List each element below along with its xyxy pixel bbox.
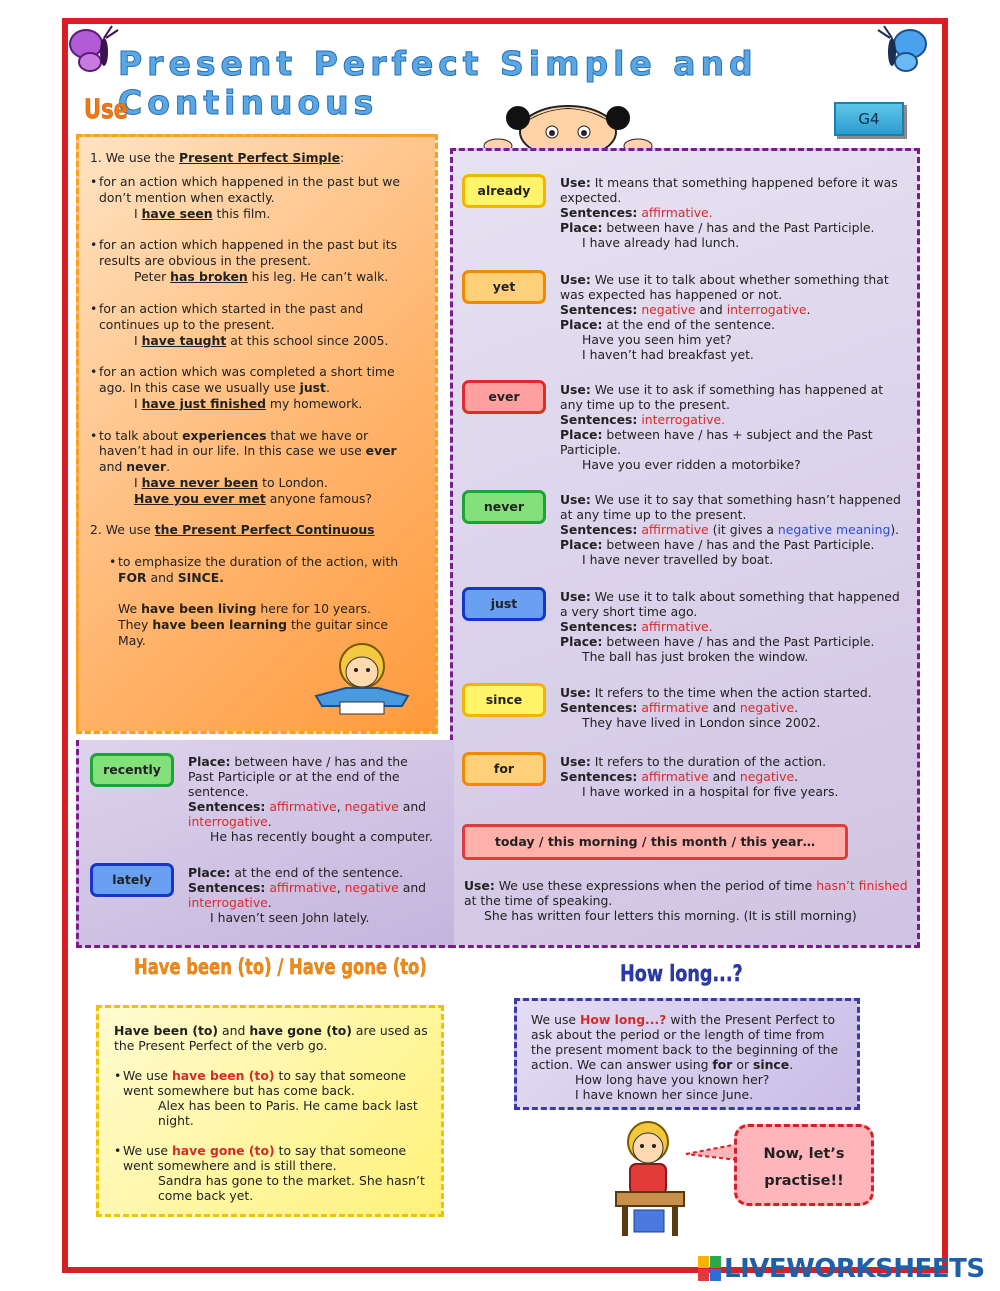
boy-at-desk-icon	[612, 1118, 692, 1246]
liveworksheets-logo[interactable]: LIVEWORKSHEETS	[724, 1254, 985, 1284]
grade-badge: G4	[834, 102, 904, 136]
use-heading: Use	[84, 94, 128, 125]
speech-tail-icon	[684, 1142, 740, 1162]
have-been-gone-heading: Have been (to) / Have gone (to)	[134, 955, 427, 979]
lately-pill: lately	[90, 863, 174, 897]
for-pill: for	[462, 752, 546, 786]
practise-bubble	[734, 1124, 874, 1206]
ever-pill: ever	[462, 380, 546, 414]
how-long-heading: How long...?	[620, 962, 743, 987]
bubble-line-2: practise!!	[764, 1173, 844, 1189]
recently-pill: recently	[90, 753, 174, 787]
peeking-girl-icon	[478, 92, 658, 154]
just-pill: just	[462, 587, 546, 621]
time-expressions-pill: today / this morning / this month / this year…	[462, 824, 848, 860]
liveworksheets-logo-icon	[698, 1256, 722, 1282]
page-title: Present Perfect Simple and Continuous	[118, 44, 758, 122]
reading-girl-icon	[306, 640, 418, 720]
never-pill: never	[462, 490, 546, 524]
yet-pill: yet	[462, 270, 546, 304]
bubble-line-1: Now, let’s	[763, 1146, 845, 1162]
since-pill: since	[462, 683, 546, 717]
already-pill: already	[462, 174, 546, 208]
